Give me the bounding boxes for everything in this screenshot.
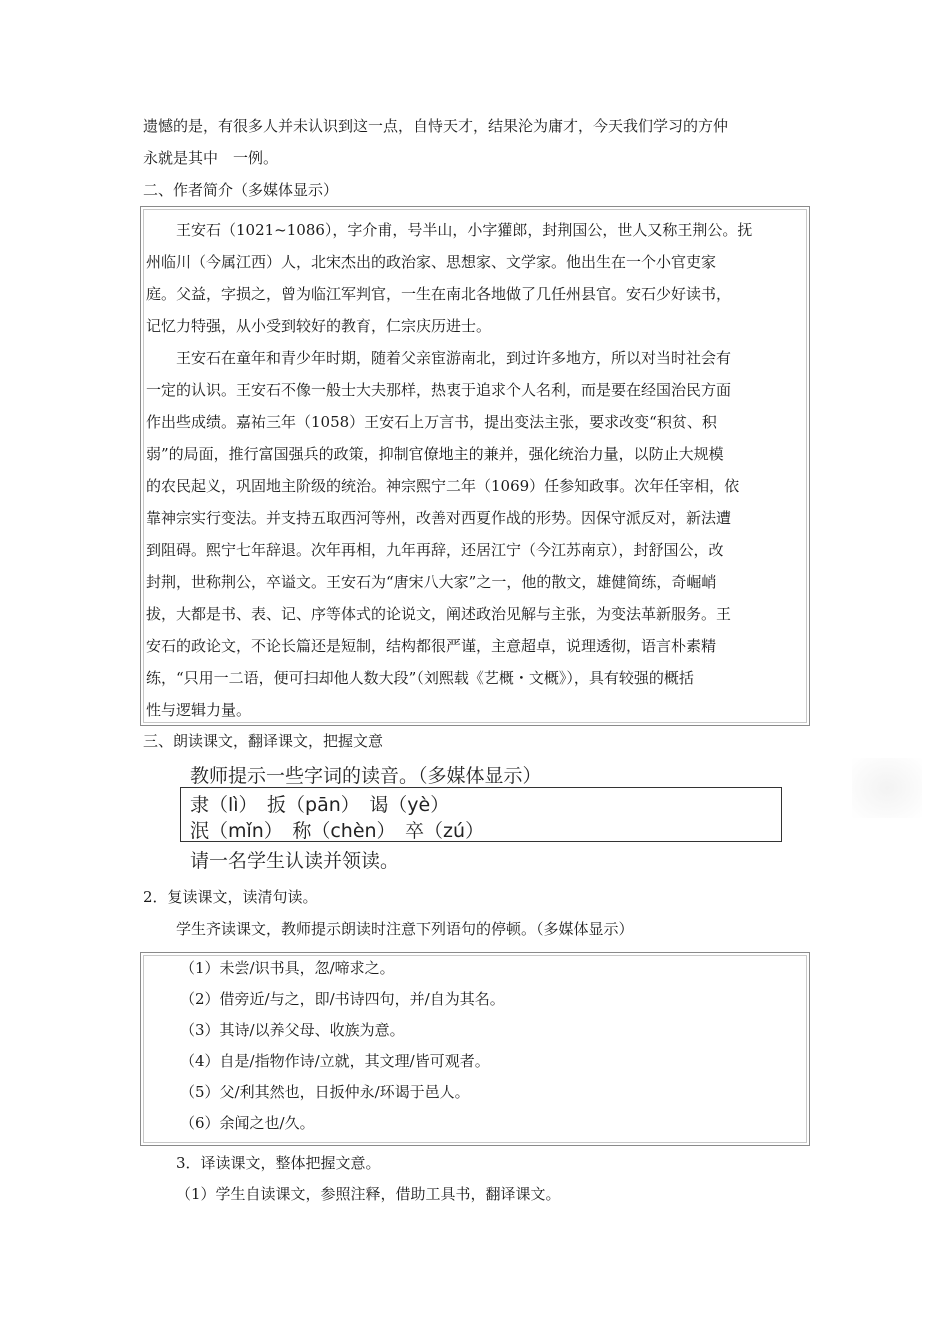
list-item: （5）父/利其然也，日扳仲永/环谒于邑人。 bbox=[180, 1083, 470, 1101]
list-item: （1）未尝/识书具，忽/啼求之。 bbox=[180, 959, 395, 977]
author-line: 安石的政论文，不论长篇还是短制，结构都很严谨，主意超卓，说理透彻，语言朴素精 bbox=[146, 637, 717, 655]
author-line: 作出些成绩。嘉祐三年（1058）王安石上万言书，提出变法主张，要求改变“积贫、积 bbox=[146, 413, 717, 431]
author-line: 靠神宗实行变法。并支持五取西河等州，改善对西夏作战的形势。因保守派反对，新法遭 bbox=[146, 509, 732, 527]
step2-instruction: 学生齐读课文，教师提示朗读时注意下列语句的停顿。（多媒体显示） bbox=[176, 920, 634, 938]
author-line: 弱”的局面，推行富国强兵的政策，抑制官僚地主的兼并，强化统治力量，以防止大规模 bbox=[146, 445, 724, 463]
author-line: 拔，大都是书、表、记、序等体式的论说文，阐述政治见解与主张，为变法革新服务。王 bbox=[146, 605, 732, 623]
step3-item-1: （1）学生自读课文，参照注释，借助工具书，翻译课文。 bbox=[176, 1185, 561, 1203]
scan-smudge bbox=[852, 758, 922, 818]
author-line: 的农民起义，巩固地主阶级的统治。神宗熙宁二年（1069）任参知政事。次年任宰相，依 bbox=[146, 477, 740, 495]
author-line: 性与逻辑力量。 bbox=[146, 701, 252, 719]
step3-heading: 3．译读课文，整体把握文意。 bbox=[176, 1154, 381, 1172]
list-item: （2）借旁近/与之，即/书诗四句，并/自为其名。 bbox=[180, 990, 505, 1008]
pinyin-row-1: 隶（lì） 扳（pān） 谒（yè） bbox=[190, 794, 450, 816]
step2-heading: 2．复读课文，读清句读。 bbox=[143, 888, 318, 906]
author-line: 王安石在童年和青少年时期，随着父亲宦游南北，到过许多地方，所以对当时社会有 bbox=[146, 349, 732, 367]
author-line: 一定的认识。王安石不像一般士大夫那样，热衷于追求个人名利，而是要在经国治民方面 bbox=[146, 381, 732, 399]
reading-section-heading: 三、朗读课文，翻译课文，把握文意 bbox=[143, 732, 384, 750]
list-item: （3）其诗/以养父母、收族为意。 bbox=[180, 1021, 405, 1039]
list-item: （4）自是/指物作诗/立就，其文理/皆可观者。 bbox=[180, 1052, 490, 1070]
author-line: 州临川（今属江西）人，北宋杰出的政治家、思想家、文学家。他出生在一个小官吏家 bbox=[146, 253, 717, 271]
author-line: 练，“只用一二语，便可扫却他人数大段”（刘熙载《艺概・文概》），具有较强的概括 bbox=[146, 669, 694, 687]
author-line: 记忆力特强，从小受到较好的教育，仁宗庆历进士。 bbox=[146, 317, 492, 335]
author-line: 到阻碍。熙宁七年辞退。次年再相，九年再辞，还居江宁（今江苏南京），封舒国公，改 bbox=[146, 541, 724, 559]
intro-line-2: 永就是其中 一例。 bbox=[143, 149, 279, 167]
teacher-hint: 教师提示一些字词的读音。（多媒体显示） bbox=[190, 765, 542, 787]
pinyin-row-2: 泯（mǐn） 称（chèn） 卒（zú） bbox=[190, 820, 485, 842]
author-line: 庭。父益，字损之，曾为临江军判官，一生在南北各地做了几任州县官。安石少好读书， bbox=[146, 285, 732, 303]
student-read-instruction: 请一名学生认读并领读。 bbox=[190, 850, 400, 872]
list-item: （6）余闻之也/久。 bbox=[180, 1114, 315, 1132]
author-section-heading: 二、作者简介（多媒体显示） bbox=[143, 181, 339, 199]
author-line: 王安石（1021~1086），字介甫，号半山，小字獾郎，封荆国公，世人又称王荆公。抚 bbox=[146, 221, 753, 239]
intro-line-1: 遗憾的是，有很多人并未认识到这一点，自恃天才，结果沦为庸才，今天我们学习的方仲 bbox=[143, 117, 729, 135]
author-line: 封荆，世称荆公，卒谥文。王安石为“唐宋八大家”之一，他的散文，雄健简练，奇崛峭 bbox=[146, 573, 717, 591]
